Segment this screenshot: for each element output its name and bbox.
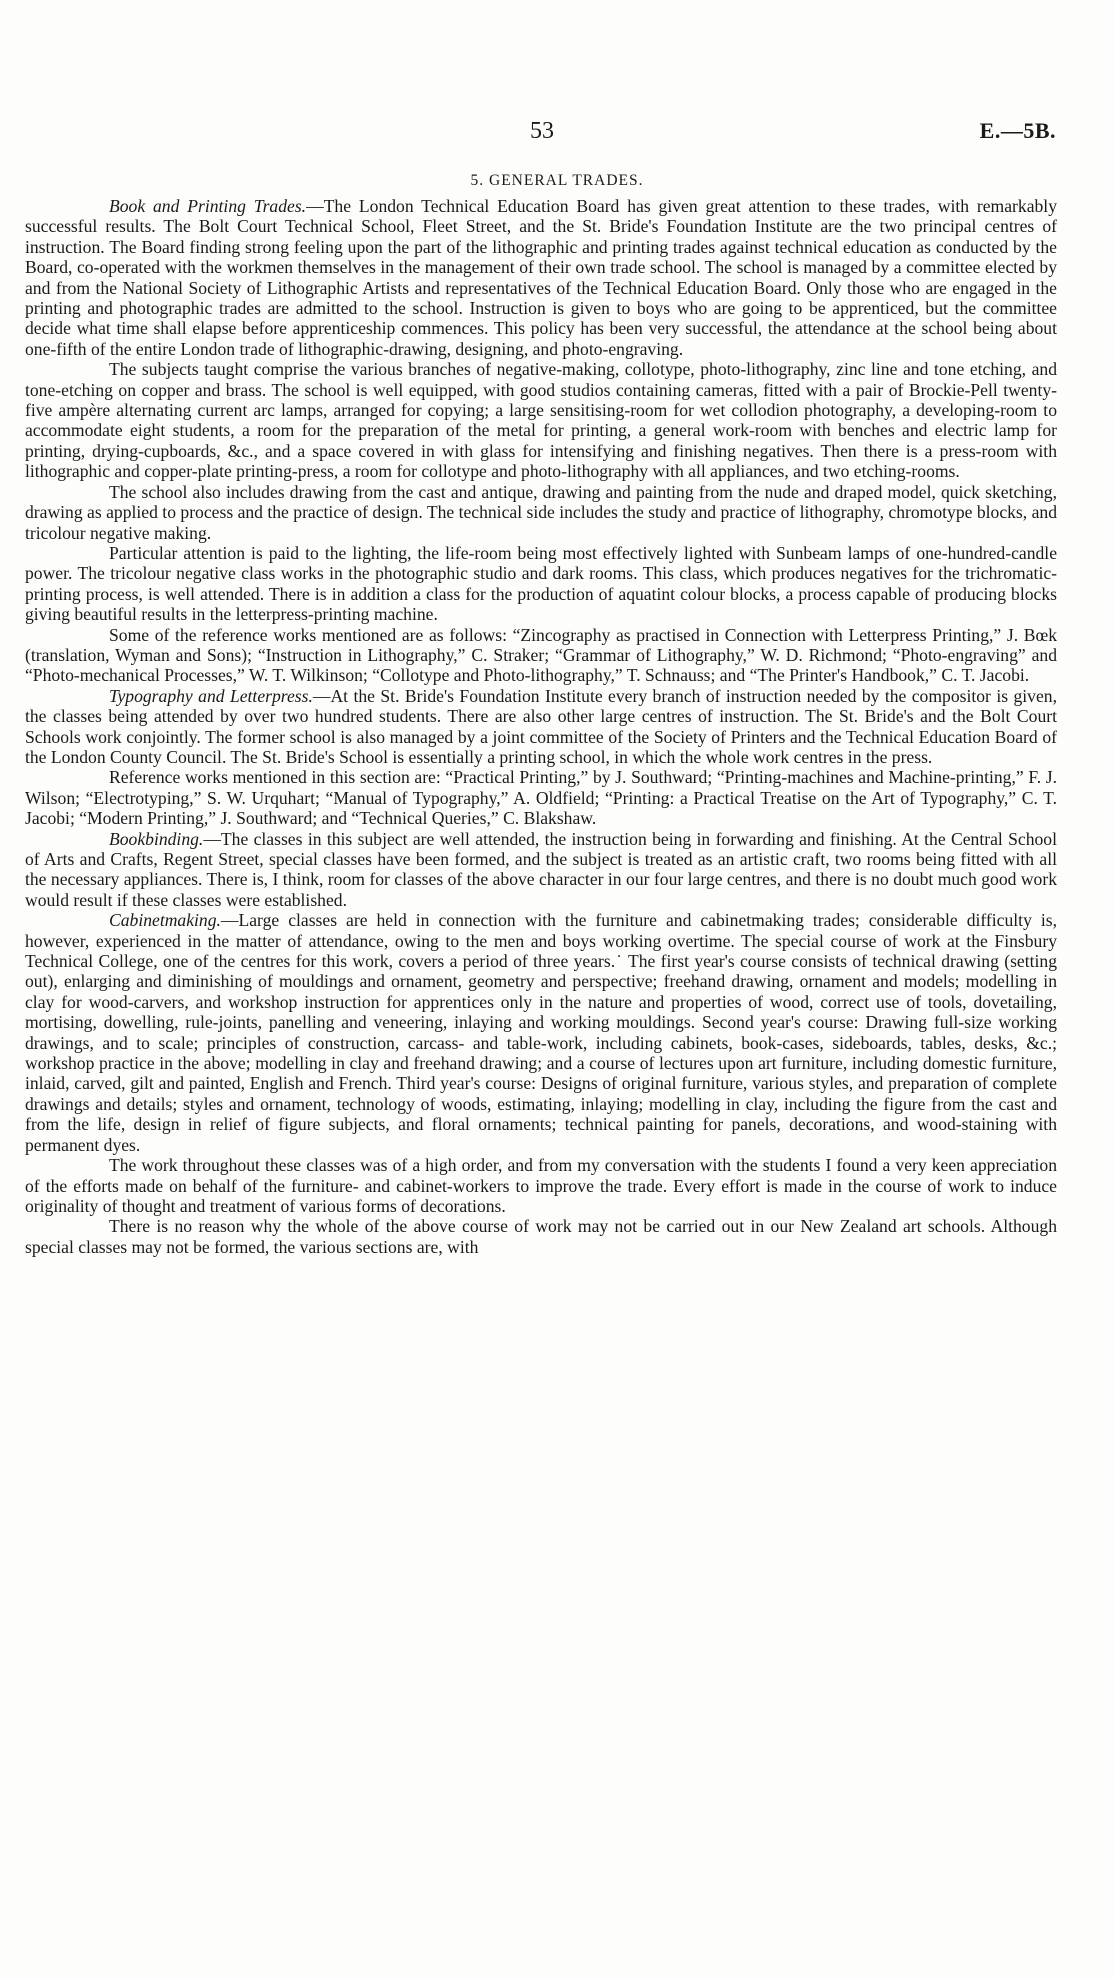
paragraph-subjects [25,359,1057,481]
paragraph-text: —The London Technical Education Board has given great attention to these trades, with remarkably successful results. The Bolt Court Technical School, Fleet Street, and the St. Bride's Foundation Institute are the two principal centres of instruction. The Board finding strong feeling upon the part of the lithographic and printing trades against technical education as conducted by the Board, co-operated with the workmen themselves in the management of their own trade school. The school is managed by a committee elected by and from the National Society of Lithographic Artists and representatives of the Technical Education Board. Only those who are engaged in the printing and photographic trades are admitted to the school. Instruction is given to boys who are going to be apprenticed, but the committee decide what time shall elapse before apprenticeship commences. This policy has been very successful, the attendance at the school being about one-fifth of the entire London trade of lithographic-drawing, designing, and photo-engraving. [25,196,1057,359]
paragraph-typography [25,686,1057,768]
paragraph-text: The work throughout these classes was of a high order, and from my conversation with the students I found a very keen appreciation of the efforts made on behalf of the furniture- and cabinet-workers to improve the trade. Every effort is made in the course of work to induce originality of thought and treatment of various forms of decorations. [25,1155,1057,1216]
paragraph-drawing [25,482,1057,543]
paragraph-text: Some of the reference works mentioned are as follows: “Zincography as practised in Connection with Letterpress Printing,” J. Bœk (translation, Wyman and Sons); “Instruction in Lithography,” C. Straker; “Grammar of Lithography,” W. D. Richmond; “Photo-engraving” and “Photo-mechanical Processes,” W. T. Wilkinson; “Collotype and Photo-lithography,” T. Schnauss; and “The Printer's Handbook,” C. T. Jacobi. [25,624,1057,686]
paragraph-text: —At the St. Bride's Foundation Institute every branch of instruction needed by the compositor is given, the classes being attended by over two hundred students. There are also other large centres of instruction. The St. Bride's and the Bolt Court Schools work conjointly. The former school is also managed by a joint committee of the Society of Printers and the Technical Education Board of the London County Council. The St. Bride's School is essentially a printing school, in which the whole work centres in the press. [25,685,1057,767]
body-text [25,196,1057,1257]
paragraph-cabinetmaking [25,910,1057,1155]
paragraph-text: Particular attention is paid to the lighting, the life-room being most effectively lighted with Sunbeam lamps of one-hundred-candle power. The tricolour negative class works in the photographic studio and dark rooms. This class, which produces negatives for the trichromatic-printing process, is well attended. There is in addition a class for the production of aquatint colour blocks, a process capable of producing blocks giving beautiful results in the letterpress-printing machine. [25,542,1057,625]
paragraph-text: The school also includes drawing from the cast and antique, drawing and painting from the nude and draped model, quick sketching, drawing as applied to process and the practice of design. The technical side includes the study and practice of lithography, chromotype blocks, and tricolour negative making. [25,481,1057,543]
paragraph-text: —The classes in this subject are well attended, the instruction being in forwarding and finishing. At the Central School of Arts and Crafts, Regent Street, special classes have been formed, and the subject is treated as an artistic craft, two rooms being fitted with all the necessary appliances. There is, I think, room for classes of the above character in our four large centres, and there is no doubt much good work would result if these classes were established. [25,828,1057,910]
paragraph-typography-references [25,767,1057,828]
page-reference: E.—5B. [979,118,1056,143]
page-header [0,118,1114,152]
paragraph-work-quality [25,1155,1057,1216]
paragraph-lead: Book and Printing Trades. [109,196,307,216]
paragraph-text: —Large classes are held in connection with the furniture and cabinetmaking trades; considerable difficulty is, however, experienced in the matter of attendance, owing to the men and boys working overtime. The special course of work at the Finsbury Technical College, one of the centres for this work, covers a period of three years.˙ The first year's course consists of technical drawing (setting out), enlarging and diminishing of mouldings and ornament, geometry and perspective; freehand drawing, ornament and models; modelling in clay for wood-carvers, and workshop instruction for apprentices only in the nature and properties of wood, correct use of tools, dovetailing, mortising, dowelling, rule-joints, panelling and veneering, inlaying and working mouldings. Second year's course: Drawing full-size working drawings, and to scale; principles of construction, carcass- and table-work, including cabinets, book-cases, sideboards, tables, desks, &c.; workshop practice in the above; modelling in clay and freehand drawing; and a course of lectures upon art furniture, including domestic furniture, inlaid, carved, gilt and painted, English and French. Third year's course: Designs of original furniture, various styles, and preparation of complete drawings and details; styles and ornament, technology of woods, estimating, inlaying; modelling in clay, including the figure from the cast and from the life, design in relief of figure subjects, and floral ornaments; technical painting for panels, decorations, and wood-staining with permanent dyes. [25,910,1057,1155]
paragraph-reference-works [25,625,1057,686]
paragraph-lead: Typography and Letterpress. [109,685,313,706]
paragraph-bookbinding [25,829,1057,911]
paragraph-text: Reference works mentioned in this section are: “Practical Printing,” by J. Southward; “Printing-machines and Machine-printing,” F. J. Wilson; “Electrotyping,” S. W. Urquhart; “Manual of Typography,” A. Oldfield; “Printing: a Practical Treatise on the Art of Typography,” C. T. Jacobi; “Modern Printing,” J. Southward; and “Technical Queries,” C. Blakshaw. [25,767,1057,829]
paragraph-text: The subjects taught comprise the various branches of negative-making, collotype, photo-lithography, zinc line and tone etching, and tone-etching on copper and brass. The school is well equipped, with good studios containing cameras, fitted with a pair of Brockie-Pell twenty-five ampère alternating current arc lamps, arranged for copying; a large sensitising-room for wet collodion photography, a developing-room to accommodate eight students, a room for the preparation of the metal for printing, a general work-room with benches and electric lamp for printing, drying-cupboards, &c., and a space covered in with glass for intensifying and finishing negatives. Then there is a press-room with lithographic and copper-plate printing-press, a room for collotype and photo-lithography with all appliances, and two etching-rooms. [25,359,1057,482]
paragraph-new-zealand [25,1216,1057,1257]
paragraph-book-and-printing [25,196,1057,359]
paragraph-lead: Bookbinding. [109,828,204,849]
paragraph-text: There is no reason why the whole of the above course of work may not be carried out in our New Zealand art schools. Although special classes may not be formed, the various sections are, with [25,1216,1057,1257]
section-title: 5. GENERAL TRADES. [470,172,644,189]
paragraph-lead: Cabinetmaking. [109,910,221,931]
paragraph-lighting [25,543,1057,625]
page-number: 53 [530,118,554,144]
